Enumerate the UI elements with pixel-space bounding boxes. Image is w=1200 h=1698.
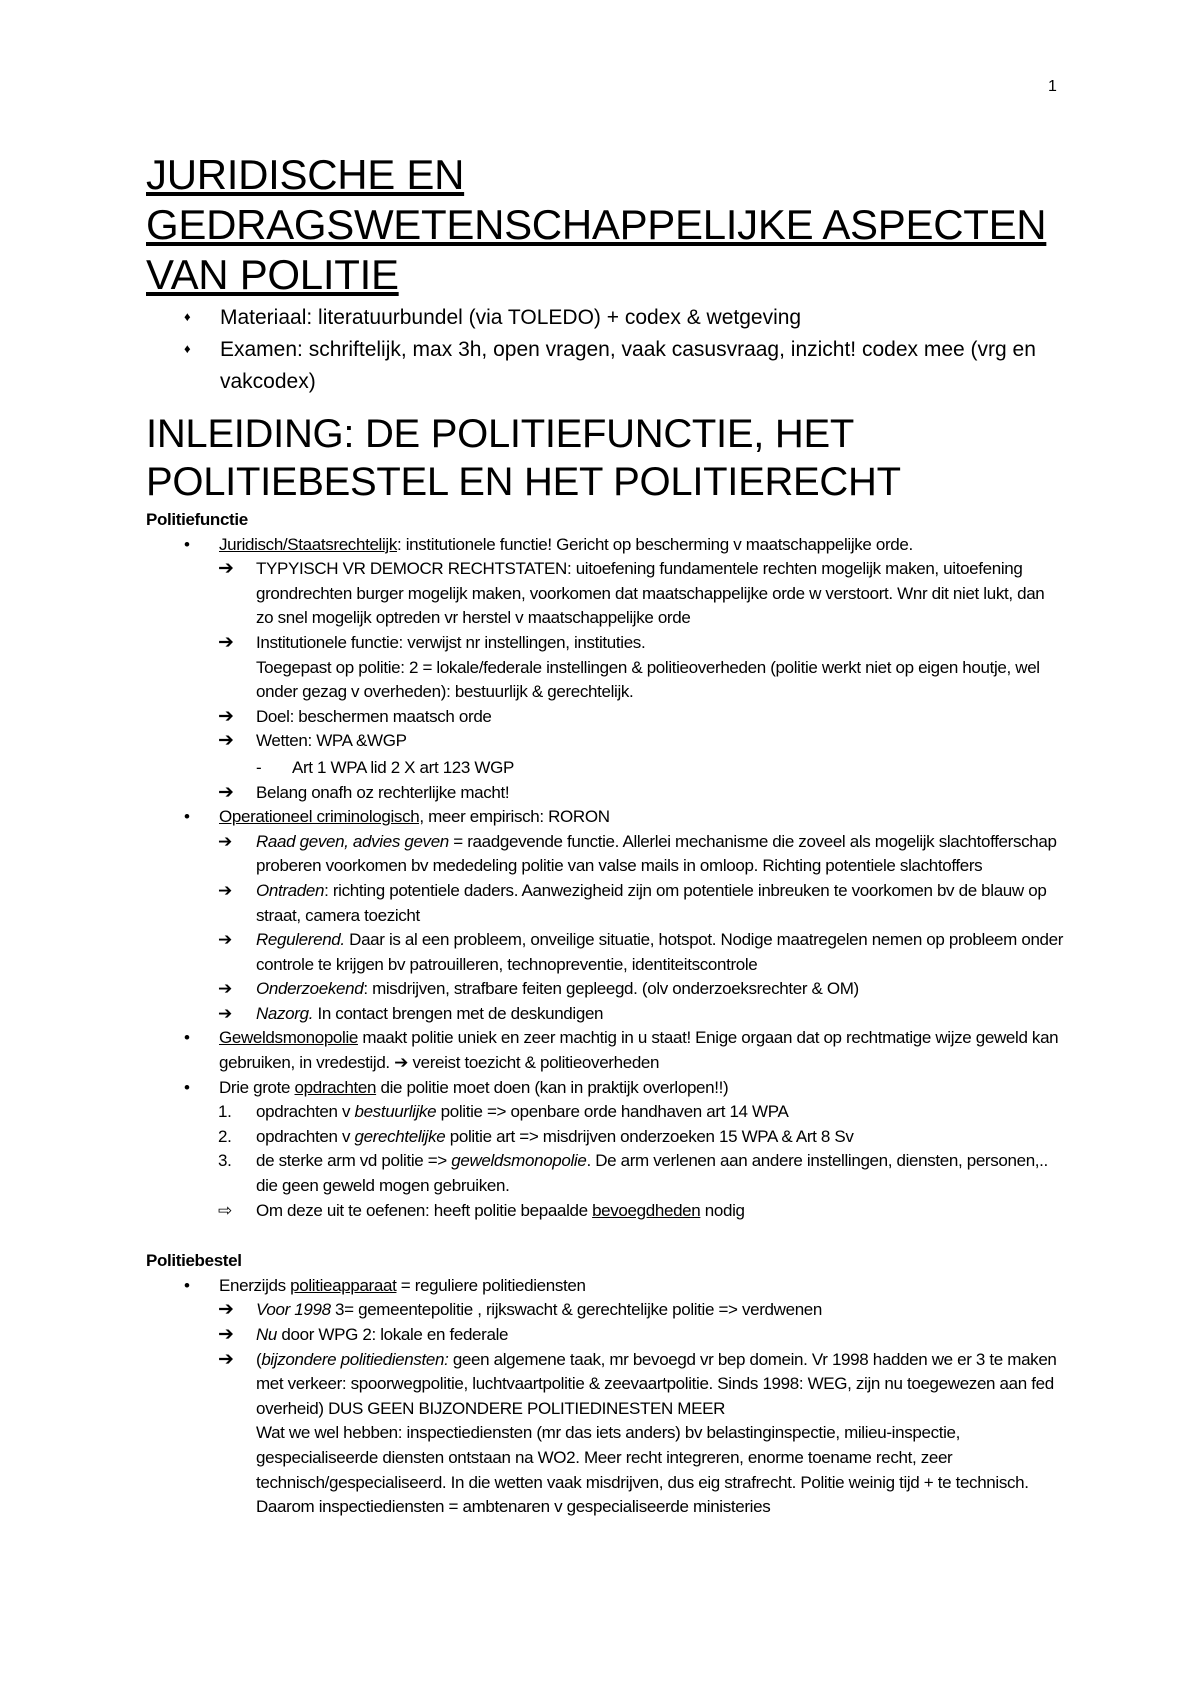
list-item [146, 756, 1066, 781]
list-item [146, 830, 1066, 879]
list-item [146, 729, 1066, 754]
arrow-right-icon: ➔ [394, 1053, 409, 1073]
list-item [146, 557, 1066, 631]
term-italic: Raad geven, advies geven [256, 831, 449, 851]
body-text [146, 508, 1066, 1520]
term-italic: Nu [256, 1325, 278, 1344]
subsection-title-politiefunctie: Politiefunctie [146, 510, 248, 529]
term-label: Juridisch/Staatsrechtelijk [219, 534, 397, 554]
item-text: Doel: beschermen maatsch orde [256, 706, 492, 726]
item-text: politie art => misdrijven onderzoeken 15 WPA & Art 8 Sv [445, 1126, 854, 1146]
list-item [146, 879, 1066, 928]
intro-item-materiaal: ♦ Materiaal: literatuurbundel (via TOLEDO) + codex & wetgeving [146, 302, 1066, 334]
arrow-right-icon: ➔ [218, 1324, 234, 1345]
list-item [146, 1076, 1066, 1101]
item-text: TYPYISCH VR DEMOCR RECHTSTATEN: uitoefening fundamentele rechten mogelijk maken, uitoefening grondrechten burger mogelijk maken, voorkomen dat maatschappelijke orde w verstoort. Wnr dit niet lukt, dan zo snel mogelijk optreden vr herstel v maatschappelijke orde [256, 559, 1045, 628]
list-item [146, 928, 1066, 977]
bullet-icon: • [184, 807, 190, 827]
list-number: 1. [218, 1102, 232, 1122]
list-item [146, 781, 1066, 806]
term-italic: Regulerend. [256, 930, 345, 950]
item-text: nodig [700, 1200, 745, 1220]
list-number: 2. [218, 1126, 232, 1146]
list-item [146, 1199, 1066, 1224]
bullet-icon: • [184, 534, 190, 554]
list-item [146, 533, 1066, 558]
list-item [146, 1274, 1066, 1299]
item-continuation: Toegepast op politie: 2 = lokale/federale instellingen & politieoverheden (politie werkt niet op eigen houtje, wel onder gezag v overheden): bestuurlijk & gerechtelijk. [256, 657, 1040, 702]
item-text: : institutionele functie! Gericht op bescherming v maatschappelijke orde. [396, 534, 913, 554]
term-italic: gerechtelijke [354, 1126, 446, 1146]
arrow-right-icon: ➔ [218, 631, 234, 653]
intro-item-examen: ♦ Examen: schriftelijk, max 3h, open vragen, vaak casusvraag, inzicht! codex mee (vrg en vakcodex) [146, 334, 1066, 398]
arrow-right-icon: ➔ [218, 705, 234, 727]
page-number: 1 [1048, 78, 1057, 95]
list-item [146, 1348, 1066, 1520]
list-item [146, 1298, 1066, 1323]
document-title [146, 150, 1066, 300]
list-number: 3. [218, 1151, 232, 1171]
arrow-right-icon: ➔ [218, 730, 234, 752]
item-text: die politie moet doen (kan in praktijk overlopen!!) [376, 1077, 729, 1097]
page-content [146, 150, 1066, 1520]
term-label: opdrachten [294, 1077, 377, 1097]
item-text: Belang onafh oz rechterlijke macht! [256, 782, 510, 802]
item-text: Institutionele functie: verwijst nr instellingen, instituties. [256, 632, 646, 652]
arrow-right-icon: ➔ [218, 930, 232, 950]
subsection-title-politiebestel: Politiebestel [146, 1251, 242, 1271]
item-text: Om deze uit te oefenen: heeft politie bepaalde [256, 1200, 593, 1220]
term-italic: Nazorg. [256, 1003, 314, 1023]
item-text: In contact brengen met de deskundigen [313, 1003, 604, 1023]
item-text: . De arm verlenen aan andere instellingen, diensten, personen,.. die geen geweld mogen gebruiken. [256, 1151, 1048, 1196]
arrow-right-icon: ➔ [218, 781, 234, 803]
item-text: Art 1 WPA lid 2 X art 123 WGP [292, 757, 514, 777]
term-label: politieapparaat [290, 1275, 397, 1295]
heading-line: POLITIEBESTEL EN HET POLITIERECHT [146, 460, 901, 504]
item-text: meer empirisch: RORON [423, 807, 610, 827]
term-italic: Onderzoekend [256, 979, 364, 999]
item-text: opdrachten v [256, 1102, 355, 1122]
numbered-item [146, 1149, 1066, 1198]
item-text: = reguliere politiediensten [396, 1275, 586, 1295]
item-text: ( [256, 1349, 262, 1369]
numbered-item [146, 1100, 1066, 1125]
item-text: Daar is al een probleem, onveilige situatie, hotspot. Nodige maatregelen nemen op probleem onder controle te krijgen bv patrouilleren, technopreventie, identiteitscontrole [256, 930, 1064, 974]
title-line: GEDRAGSWETENSCHAPPELIJKE ASPECTEN [146, 201, 1047, 248]
list-item [146, 1002, 1066, 1027]
item-text: Enerzijds [219, 1275, 291, 1295]
list-item [146, 1026, 1066, 1075]
arrow-right-icon: ➔ [218, 1348, 234, 1370]
term-italic: Ontraden [256, 880, 325, 900]
item-text: door WPG 2: lokale en federale [277, 1325, 509, 1344]
arrow-right-icon: ➔ [218, 831, 232, 851]
outline-arrow-icon: ⇨ [218, 1200, 232, 1220]
title-line: JURIDISCHE EN [146, 151, 465, 198]
title-line: VAN POLITIE [146, 251, 399, 298]
item-text: 3= gemeentepolitie , rijkswacht & gerechtelijke politie => verdwenen [330, 1300, 823, 1320]
arrow-right-icon: ➔ [218, 558, 234, 580]
term-label: Geweldsmonopolie [219, 1028, 358, 1048]
section-heading [146, 410, 1066, 506]
term-italic: Voor 1998 [256, 1300, 331, 1320]
arrow-right-icon: ➔ [218, 880, 232, 900]
item-text: : misdrijven, strafbare feiten gepleegd. (olv onderzoeksrechter & OM) [363, 979, 859, 999]
list-item [146, 977, 1066, 1002]
heading-line: INLEIDING: DE POLITIEFUNCTIE, HET [146, 412, 854, 456]
list-item [146, 1323, 1066, 1348]
item-text: Wetten: WPA &WGP [256, 731, 407, 751]
item-text: : richting potentiele daders. Aanwezigheid zijn om potentiele inbreuken te voorkomen bv de blauw op straat, camera toezicht [256, 880, 1047, 925]
bullet-icon: • [184, 1028, 190, 1048]
item-text: opdrachten v [256, 1126, 355, 1146]
arrow-right-icon: ➔ [218, 1299, 234, 1321]
list-item [146, 705, 1066, 730]
item-text: geen algemene taak, mr bevoegd vr bep domein. Vr 1998 hadden we er 3 te maken met verkeer: spoorwegpolitie, luchtvaartpolitie & zeevaartpolitie. Sinds 1998: WEG, zijn nu toegewezen aan fed overheid) DUS GEEN BIJZONDERE POLITIEDINESTEN MEER [256, 1349, 1057, 1418]
bullet-icon: • [184, 1275, 190, 1295]
bullet-icon: • [184, 1077, 190, 1097]
arrow-right-icon: ➔ [218, 979, 232, 999]
item-text: maakt politie uniek en zeer machtig in u staat! Enige orgaan dat op rechtmatige wijze geweld kan gebruiken, in vredestijd. [219, 1028, 1059, 1073]
list-item [146, 805, 1066, 830]
item-text: de sterke arm vd politie => [256, 1151, 452, 1171]
term-italic: geweldsmonopolie [451, 1151, 587, 1171]
term-label: Operationeel criminologisch, [219, 807, 424, 827]
arrow-right-icon: ➔ [218, 1003, 232, 1023]
term-label: bevoegdheden [592, 1200, 701, 1220]
item-text: = raadgevende functie. Allerlei mechanisme die zoveel als mogelijk slachtofferschap proberen voorkomen bv mededeling politie van valse mails in omloop. Richting potentiele slachtoffers [256, 831, 1057, 876]
item-text: vereist toezicht & politieoverheden [408, 1053, 660, 1073]
intro-list [146, 302, 1066, 398]
dash-icon: - [256, 757, 262, 777]
item-text: politie => openbare orde handhaven art 14 WPA [436, 1102, 789, 1122]
numbered-item [146, 1125, 1066, 1150]
item-text: Drie grote [219, 1077, 295, 1097]
term-italic: bijzondere politiediensten: [261, 1349, 449, 1369]
list-item [146, 631, 1066, 705]
term-italic: bestuurlijke [354, 1102, 437, 1122]
item-continuation: Wat we wel hebben: inspectiediensten (mr das iets anders) bv belastinginspectie, milieu-inspectie, gespecialiseerde diensten ontstaan na WO2. Meer recht integreren, enorme toename recht, zeer technisch/gespecialiseerd. In die wetten vaak misdrijven, dus eig strafrecht. Politie weinig tijd + te technisch. Daarom inspectiediensten = ambtenaren v gespecialiseerde ministeries [256, 1423, 1029, 1517]
